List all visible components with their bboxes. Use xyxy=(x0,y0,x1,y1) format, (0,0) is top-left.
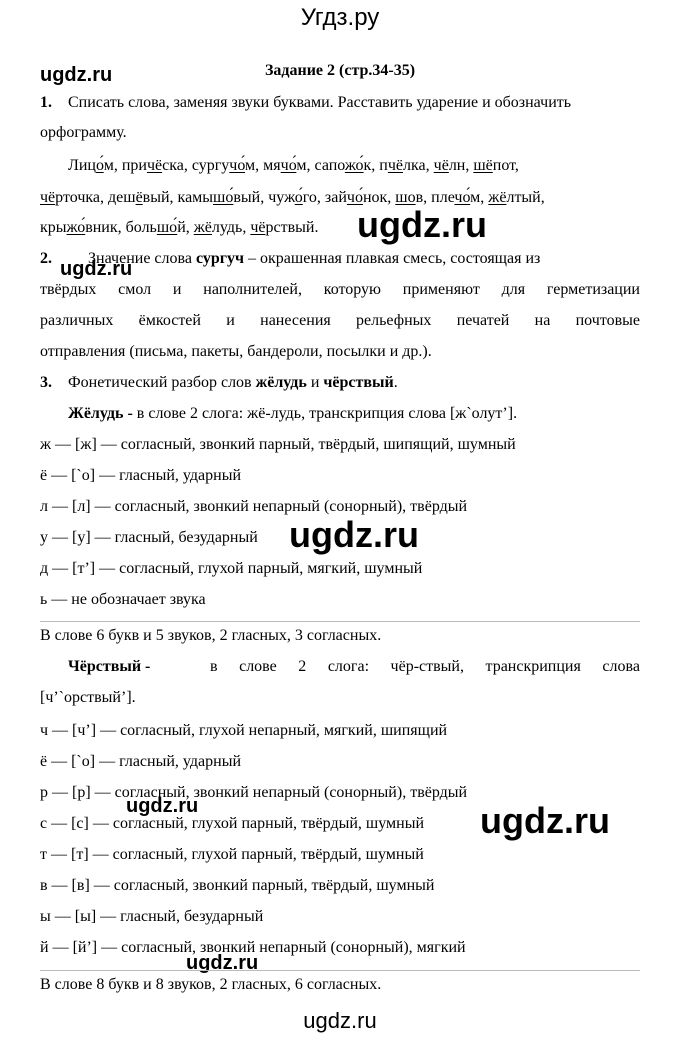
watermark: ugdz.ru xyxy=(126,795,199,817)
phonetic-row: ё — [`о] — гласный, ударный xyxy=(40,467,242,484)
word: слога: xyxy=(327,658,370,675)
orthogram: чо́ xyxy=(229,157,246,174)
orthogram: о́ xyxy=(294,189,303,206)
item-number: 3. xyxy=(40,374,52,391)
word-part: нок, xyxy=(362,189,396,206)
item-2-line: 2. Значение слова сургуч – окрашенная плавкая смесь, состоящая из xyxy=(40,250,541,267)
watermark: ugdz.ru xyxy=(289,514,419,555)
phonetic-row: ж — [ж] — согласный, звонкий парный, твёрдый, шипящий, шумный xyxy=(40,436,516,453)
instruction-text: Списать слова, заменяя звуки буквами. Расставить ударение и обозначить xyxy=(68,94,572,111)
word-part: м, сапо xyxy=(296,157,345,174)
word2-summary: В слове 8 букв и 8 звуков, 2 гласных, 6 согласных. xyxy=(40,976,382,993)
word-part: ска, сургу xyxy=(162,157,230,174)
orthogram: жё xyxy=(193,219,212,236)
word-part: к, п xyxy=(363,157,388,174)
orthogram: чо́ xyxy=(454,189,471,206)
words-row-1 xyxy=(68,157,519,175)
orthogram: шё xyxy=(473,157,493,174)
phonetic-row: в — [в] — согласный, звонкий парный, твёрдый, шумный xyxy=(40,877,435,894)
divider xyxy=(40,970,640,971)
task-title: Задание 2 (стр.34-35) xyxy=(264,62,416,79)
word-part: м, мя xyxy=(245,157,281,174)
item-3-line: 3. Фонетический разбор слов жёлудь и чёрствый. xyxy=(40,374,398,391)
word-part: вник, боль xyxy=(85,219,157,236)
word1-summary: В слове 6 букв и 5 звуков, 2 гласных, 3 согласных. xyxy=(40,627,382,644)
orthogram: чё xyxy=(433,157,449,174)
word-part: рточка, деш xyxy=(55,189,136,206)
watermark: ugdz.ru xyxy=(40,64,113,86)
definition-line: твёрдых смол и наполнителей, которую применяют для герметизации xyxy=(40,281,640,298)
phonetic-row: р — [р] — согласный, звонкий непарный (сонорный), твёрдый xyxy=(40,784,468,801)
phonetic-row: с — [с] — согласный, глухой парный, твёрдый, шумный xyxy=(40,815,424,832)
orthogram: чо́ xyxy=(280,157,297,174)
orthogram: шо xyxy=(395,189,416,206)
word-part: кры xyxy=(40,219,67,236)
word-part: м, при xyxy=(103,157,147,174)
footer-site: ugdz.ru xyxy=(303,1008,377,1033)
orthogram: шо́ xyxy=(213,189,234,206)
orthogram: жо́ xyxy=(66,219,86,236)
definition-line: отправления (письма, пакеты, бандероли, посылки и др.). xyxy=(40,343,432,360)
phonetic-row: д — [т’] — согласный, глухой парный, мягкий, шумный xyxy=(40,560,423,577)
watermark: ugdz.ru xyxy=(186,952,259,974)
phonetic-row: т — [т] — согласный, глухой парный, твёрдый, шумный xyxy=(40,846,424,863)
words-row-3 xyxy=(40,219,318,237)
word-part: Лиц xyxy=(68,157,96,174)
orthogram: чё xyxy=(387,157,404,174)
phonetic-row: ь — не обозначает звука xyxy=(40,591,206,608)
phonetic-row: ч — [ч’] — согласный, глухой непарный, мягкий, шипящий xyxy=(40,722,448,739)
word-part: вый, чуж xyxy=(233,189,295,206)
word1-heading: Жёлудь - в слове 2 слога: жё-лудь, транскрипция слова [ж`олут’]. xyxy=(68,405,518,422)
definition-line: различных ёмкостей и нанесения рельефных печатей на почтовые xyxy=(40,312,640,329)
orthogram: чё xyxy=(146,157,163,174)
words-row-2 xyxy=(40,189,545,207)
word-part: пот, xyxy=(492,157,519,174)
word2-heading: Чёрствый - в слове 2 слога: чёр-ствый, транскрипция слова xyxy=(68,658,640,675)
word-part: в, пле xyxy=(415,189,455,206)
word2-transcription: [ч’`орствый’]. xyxy=(40,689,136,706)
item-1-line xyxy=(40,94,571,112)
word: 2 xyxy=(298,658,307,675)
word: транскрипция xyxy=(485,658,581,675)
site-title: Угдз.ру xyxy=(300,4,380,31)
phonetic-row: ы — [ы] — гласный, безударный xyxy=(40,908,264,925)
orthogram: чё xyxy=(250,219,266,236)
phonetic-row: й — [й’] — согласный, звонкий непарный (сонорный), мягкий xyxy=(40,939,466,956)
word-part: лн, xyxy=(448,157,474,174)
divider xyxy=(40,621,640,622)
word-part: вый, камы xyxy=(142,189,214,206)
watermark: ugdz.ru xyxy=(357,204,487,245)
word-part: лудь, xyxy=(211,219,251,236)
word-part: м, xyxy=(470,189,489,206)
word-part: лтый, xyxy=(506,189,545,206)
phonetic-row: л — [л] — согласный, звонкий непарный (сонорный), твёрдый xyxy=(40,498,468,515)
item-number: 2. xyxy=(40,250,52,267)
phonetic-row: у — [у] — гласный, безударный xyxy=(40,529,258,546)
orthogram: чо́ xyxy=(346,189,363,206)
word: слове xyxy=(239,658,277,675)
orthogram: жо́ xyxy=(344,157,364,174)
item-number: 1. xyxy=(40,94,52,111)
word-part: рствый. xyxy=(265,219,319,236)
word-part: й, xyxy=(177,219,194,236)
word: слова xyxy=(602,658,640,675)
watermark: ugdz.ru xyxy=(60,258,133,280)
word-part: го, зай xyxy=(302,189,347,206)
orthogram: жё xyxy=(488,189,507,206)
orthogram: шо́ xyxy=(156,219,178,236)
phonetic-row: ё — [`о] — гласный, ударный xyxy=(40,753,242,770)
orthogram: о́ xyxy=(95,157,104,174)
orthogram: чё xyxy=(40,189,56,206)
instruction-text-cont: орфограмму. xyxy=(40,124,127,141)
word-part: лка, xyxy=(403,157,434,174)
word: в xyxy=(210,658,218,675)
orthogram: ё xyxy=(135,189,143,206)
word: чёр-ствый, xyxy=(390,658,464,675)
watermark: ugdz.ru xyxy=(480,800,610,841)
term: сургуч xyxy=(195,250,245,267)
